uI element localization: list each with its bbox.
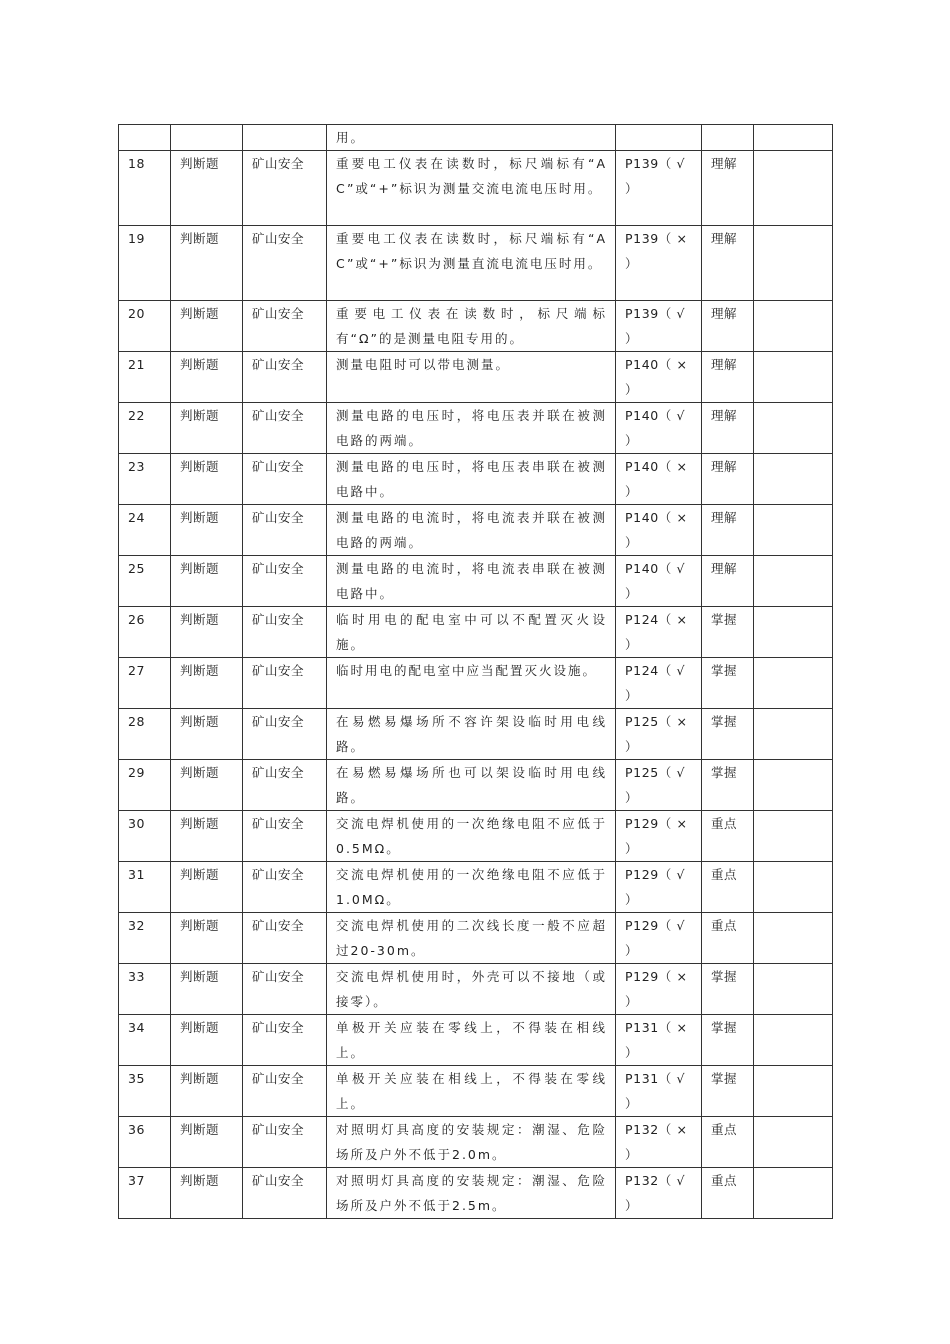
cell-level (702, 125, 754, 151)
cell-question-text: 测量电路的电流时，将电流表串联在被测电路中。 (327, 556, 616, 607)
cell-remark (754, 658, 833, 709)
cell-category: 矿山安全 (243, 454, 327, 505)
cell-level: 掌握 (702, 709, 754, 760)
cell-question-type: 判断题 (171, 403, 243, 454)
cell-remark (754, 760, 833, 811)
cell-question-type: 判断题 (171, 226, 243, 301)
cell-remark (754, 811, 833, 862)
cell-question-type: 判断题 (171, 151, 243, 226)
cell-level: 重点 (702, 862, 754, 913)
table-row (119, 454, 833, 505)
cell-question-text: 临时用电的配电室中应当配置灭火设施。 (327, 658, 616, 709)
cell-remark (754, 1117, 833, 1168)
cell-question-type: 判断题 (171, 811, 243, 862)
table-row (119, 1015, 833, 1066)
cell-category: 矿山安全 (243, 760, 327, 811)
cell-category: 矿山安全 (243, 862, 327, 913)
cell-reference-answer: P124（ √ ） (616, 658, 702, 709)
cell-remark (754, 1168, 833, 1219)
cell-category: 矿山安全 (243, 607, 327, 658)
cell-reference-answer: P140（ × ） (616, 352, 702, 403)
cell-number: 31 (119, 862, 171, 913)
cell-remark (754, 964, 833, 1015)
cell-category: 矿山安全 (243, 658, 327, 709)
cell-number (119, 125, 171, 151)
cell-question-text: 测量电路的电压时，将电压表并联在被测电路的两端。 (327, 403, 616, 454)
question-table (118, 124, 833, 1219)
cell-remark (754, 556, 833, 607)
cell-reference-answer: P132（ × ） (616, 1117, 702, 1168)
cell-reference-answer: P139（ √ ） (616, 301, 702, 352)
cell-question-type: 判断题 (171, 964, 243, 1015)
cell-level: 重点 (702, 811, 754, 862)
cell-remark (754, 226, 833, 301)
cell-level: 重点 (702, 913, 754, 964)
cell-reference-answer: P140（ √ ） (616, 556, 702, 607)
cell-number: 36 (119, 1117, 171, 1168)
cell-category: 矿山安全 (243, 301, 327, 352)
cell-category: 矿山安全 (243, 964, 327, 1015)
cell-level: 理解 (702, 556, 754, 607)
cell-number: 22 (119, 403, 171, 454)
cell-question-text: 在易燃易爆场所不容许架设临时用电线路。 (327, 709, 616, 760)
cell-question-text: 交流电焊机使用的二次线长度一般不应超过20-30m。 (327, 913, 616, 964)
cell-remark (754, 301, 833, 352)
cell-reference-answer: P129（ × ） (616, 964, 702, 1015)
cell-category: 矿山安全 (243, 811, 327, 862)
cell-question-type: 判断题 (171, 556, 243, 607)
cell-reference-answer: P124（ × ） (616, 607, 702, 658)
cell-question-type: 判断题 (171, 913, 243, 964)
table-row (119, 226, 833, 301)
cell-number: 18 (119, 151, 171, 226)
cell-category: 矿山安全 (243, 1066, 327, 1117)
cell-question-type: 判断题 (171, 1066, 243, 1117)
cell-number: 20 (119, 301, 171, 352)
cell-remark (754, 505, 833, 556)
cell-level: 重点 (702, 1117, 754, 1168)
table-row (119, 352, 833, 403)
cell-question-text: 测量电阻时可以带电测量。 (327, 352, 616, 403)
cell-remark (754, 352, 833, 403)
cell-question-text: 单极开关应装在零线上，不得装在相线上。 (327, 1015, 616, 1066)
cell-remark (754, 1015, 833, 1066)
cell-question-text: 在易燃易爆场所也可以架设临时用电线路。 (327, 760, 616, 811)
cell-reference-answer: P139（ √ ） (616, 151, 702, 226)
cell-reference-answer: P129（ √ ） (616, 862, 702, 913)
cell-level: 掌握 (702, 607, 754, 658)
cell-number: 32 (119, 913, 171, 964)
cell-number: 29 (119, 760, 171, 811)
cell-number: 33 (119, 964, 171, 1015)
cell-reference-answer (616, 125, 702, 151)
cell-reference-answer: P139（ × ） (616, 226, 702, 301)
cell-reference-answer: P132（ √ ） (616, 1168, 702, 1219)
cell-question-type: 判断题 (171, 658, 243, 709)
cell-question-type: 判断题 (171, 862, 243, 913)
cell-category: 矿山安全 (243, 352, 327, 403)
cell-question-text: 交流电焊机使用的一次绝缘电阻不应低于1.0MΩ。 (327, 862, 616, 913)
cell-level: 掌握 (702, 760, 754, 811)
cell-level: 理解 (702, 505, 754, 556)
table-body (119, 125, 833, 1219)
cell-category (243, 125, 327, 151)
cell-level: 理解 (702, 301, 754, 352)
cell-question-text: 重要电工仪表在读数时，标尺端标有“Ω”的是测量电阻专用的。 (327, 301, 616, 352)
cell-number: 35 (119, 1066, 171, 1117)
cell-level: 理解 (702, 226, 754, 301)
cell-number: 26 (119, 607, 171, 658)
cell-level: 掌握 (702, 658, 754, 709)
cell-question-text: 临时用电的配电室中可以不配置灭火设施。 (327, 607, 616, 658)
cell-reference-answer: P125（ × ） (616, 709, 702, 760)
table-row (119, 556, 833, 607)
cell-number: 37 (119, 1168, 171, 1219)
cell-reference-answer: P140（ × ） (616, 505, 702, 556)
cell-number: 27 (119, 658, 171, 709)
cell-question-text: 对照明灯具高度的安装规定：潮湿、危险场所及户外不低于2.0m。 (327, 1117, 616, 1168)
cell-question-type: 判断题 (171, 1168, 243, 1219)
cell-question-text: 重要电工仪表在读数时，标尺端标有“AC”或“+”标识为测量交流电流电压时用。 (327, 151, 616, 226)
cell-category: 矿山安全 (243, 1168, 327, 1219)
cell-category: 矿山安全 (243, 556, 327, 607)
table-row (119, 964, 833, 1015)
cell-remark (754, 151, 833, 226)
cell-question-type: 判断题 (171, 352, 243, 403)
cell-question-type: 判断题 (171, 1117, 243, 1168)
cell-category: 矿山安全 (243, 1015, 327, 1066)
cell-level: 掌握 (702, 964, 754, 1015)
table-row (119, 658, 833, 709)
table-row (119, 607, 833, 658)
cell-remark (754, 454, 833, 505)
cell-remark (754, 709, 833, 760)
table-row (119, 403, 833, 454)
table-row (119, 709, 833, 760)
cell-number: 21 (119, 352, 171, 403)
cell-number: 34 (119, 1015, 171, 1066)
cell-question-text: 对照明灯具高度的安装规定：潮湿、危险场所及户外不低于2.5m。 (327, 1168, 616, 1219)
cell-level: 理解 (702, 454, 754, 505)
cell-category: 矿山安全 (243, 913, 327, 964)
cell-level: 重点 (702, 1168, 754, 1219)
cell-question-type: 判断题 (171, 454, 243, 505)
cell-remark (754, 913, 833, 964)
cell-category: 矿山安全 (243, 505, 327, 556)
cell-question-type (171, 125, 243, 151)
cell-level: 掌握 (702, 1066, 754, 1117)
cell-question-type: 判断题 (171, 607, 243, 658)
cell-level: 理解 (702, 403, 754, 454)
cell-category: 矿山安全 (243, 403, 327, 454)
table-row (119, 1066, 833, 1117)
table-row (119, 760, 833, 811)
cell-category: 矿山安全 (243, 226, 327, 301)
cell-question-text: 测量电路的电压时，将电压表串联在被测电路中。 (327, 454, 616, 505)
cell-reference-answer: P129（ √ ） (616, 913, 702, 964)
cell-remark (754, 1066, 833, 1117)
cell-level: 掌握 (702, 1015, 754, 1066)
cell-question-type: 判断题 (171, 709, 243, 760)
cell-remark (754, 403, 833, 454)
cell-reference-answer: P129（ × ） (616, 811, 702, 862)
cell-level: 理解 (702, 352, 754, 403)
cell-reference-answer: P131（ × ） (616, 1015, 702, 1066)
cell-reference-answer: P140（ √ ） (616, 403, 702, 454)
table-row (119, 151, 833, 226)
cell-category: 矿山安全 (243, 709, 327, 760)
cell-number: 24 (119, 505, 171, 556)
cell-level: 理解 (702, 151, 754, 226)
cell-question-type: 判断题 (171, 505, 243, 556)
cell-number: 28 (119, 709, 171, 760)
cell-question-text: 用。 (327, 125, 616, 151)
cell-question-text: 单极开关应装在相线上，不得装在零线上。 (327, 1066, 616, 1117)
table-row (119, 811, 833, 862)
cell-question-text: 测量电路的电流时，将电流表并联在被测电路的两端。 (327, 505, 616, 556)
cell-question-text: 交流电焊机使用时，外壳可以不接地（或接零）。 (327, 964, 616, 1015)
table-row (119, 1168, 833, 1219)
cell-number: 30 (119, 811, 171, 862)
cell-number: 19 (119, 226, 171, 301)
cell-question-text: 交流电焊机使用的一次绝缘电阻不应低于0.5MΩ。 (327, 811, 616, 862)
cell-reference-answer: P125（ √ ） (616, 760, 702, 811)
cell-question-type: 判断题 (171, 1015, 243, 1066)
cell-category: 矿山安全 (243, 1117, 327, 1168)
table-row (119, 301, 833, 352)
cell-remark (754, 125, 833, 151)
table-row (119, 862, 833, 913)
cell-reference-answer: P131（ √ ） (616, 1066, 702, 1117)
cell-question-type: 判断题 (171, 301, 243, 352)
cell-category: 矿山安全 (243, 151, 327, 226)
cell-remark (754, 607, 833, 658)
cell-remark (754, 862, 833, 913)
cell-number: 23 (119, 454, 171, 505)
cell-question-type: 判断题 (171, 760, 243, 811)
cell-question-text: 重要电工仪表在读数时，标尺端标有“AC”或“+”标识为测量直流电流电压时用。 (327, 226, 616, 301)
table-row-continuation (119, 125, 833, 151)
cell-reference-answer: P140（ × ） (616, 454, 702, 505)
table-row (119, 1117, 833, 1168)
table-row (119, 913, 833, 964)
cell-number: 25 (119, 556, 171, 607)
table-row (119, 505, 833, 556)
